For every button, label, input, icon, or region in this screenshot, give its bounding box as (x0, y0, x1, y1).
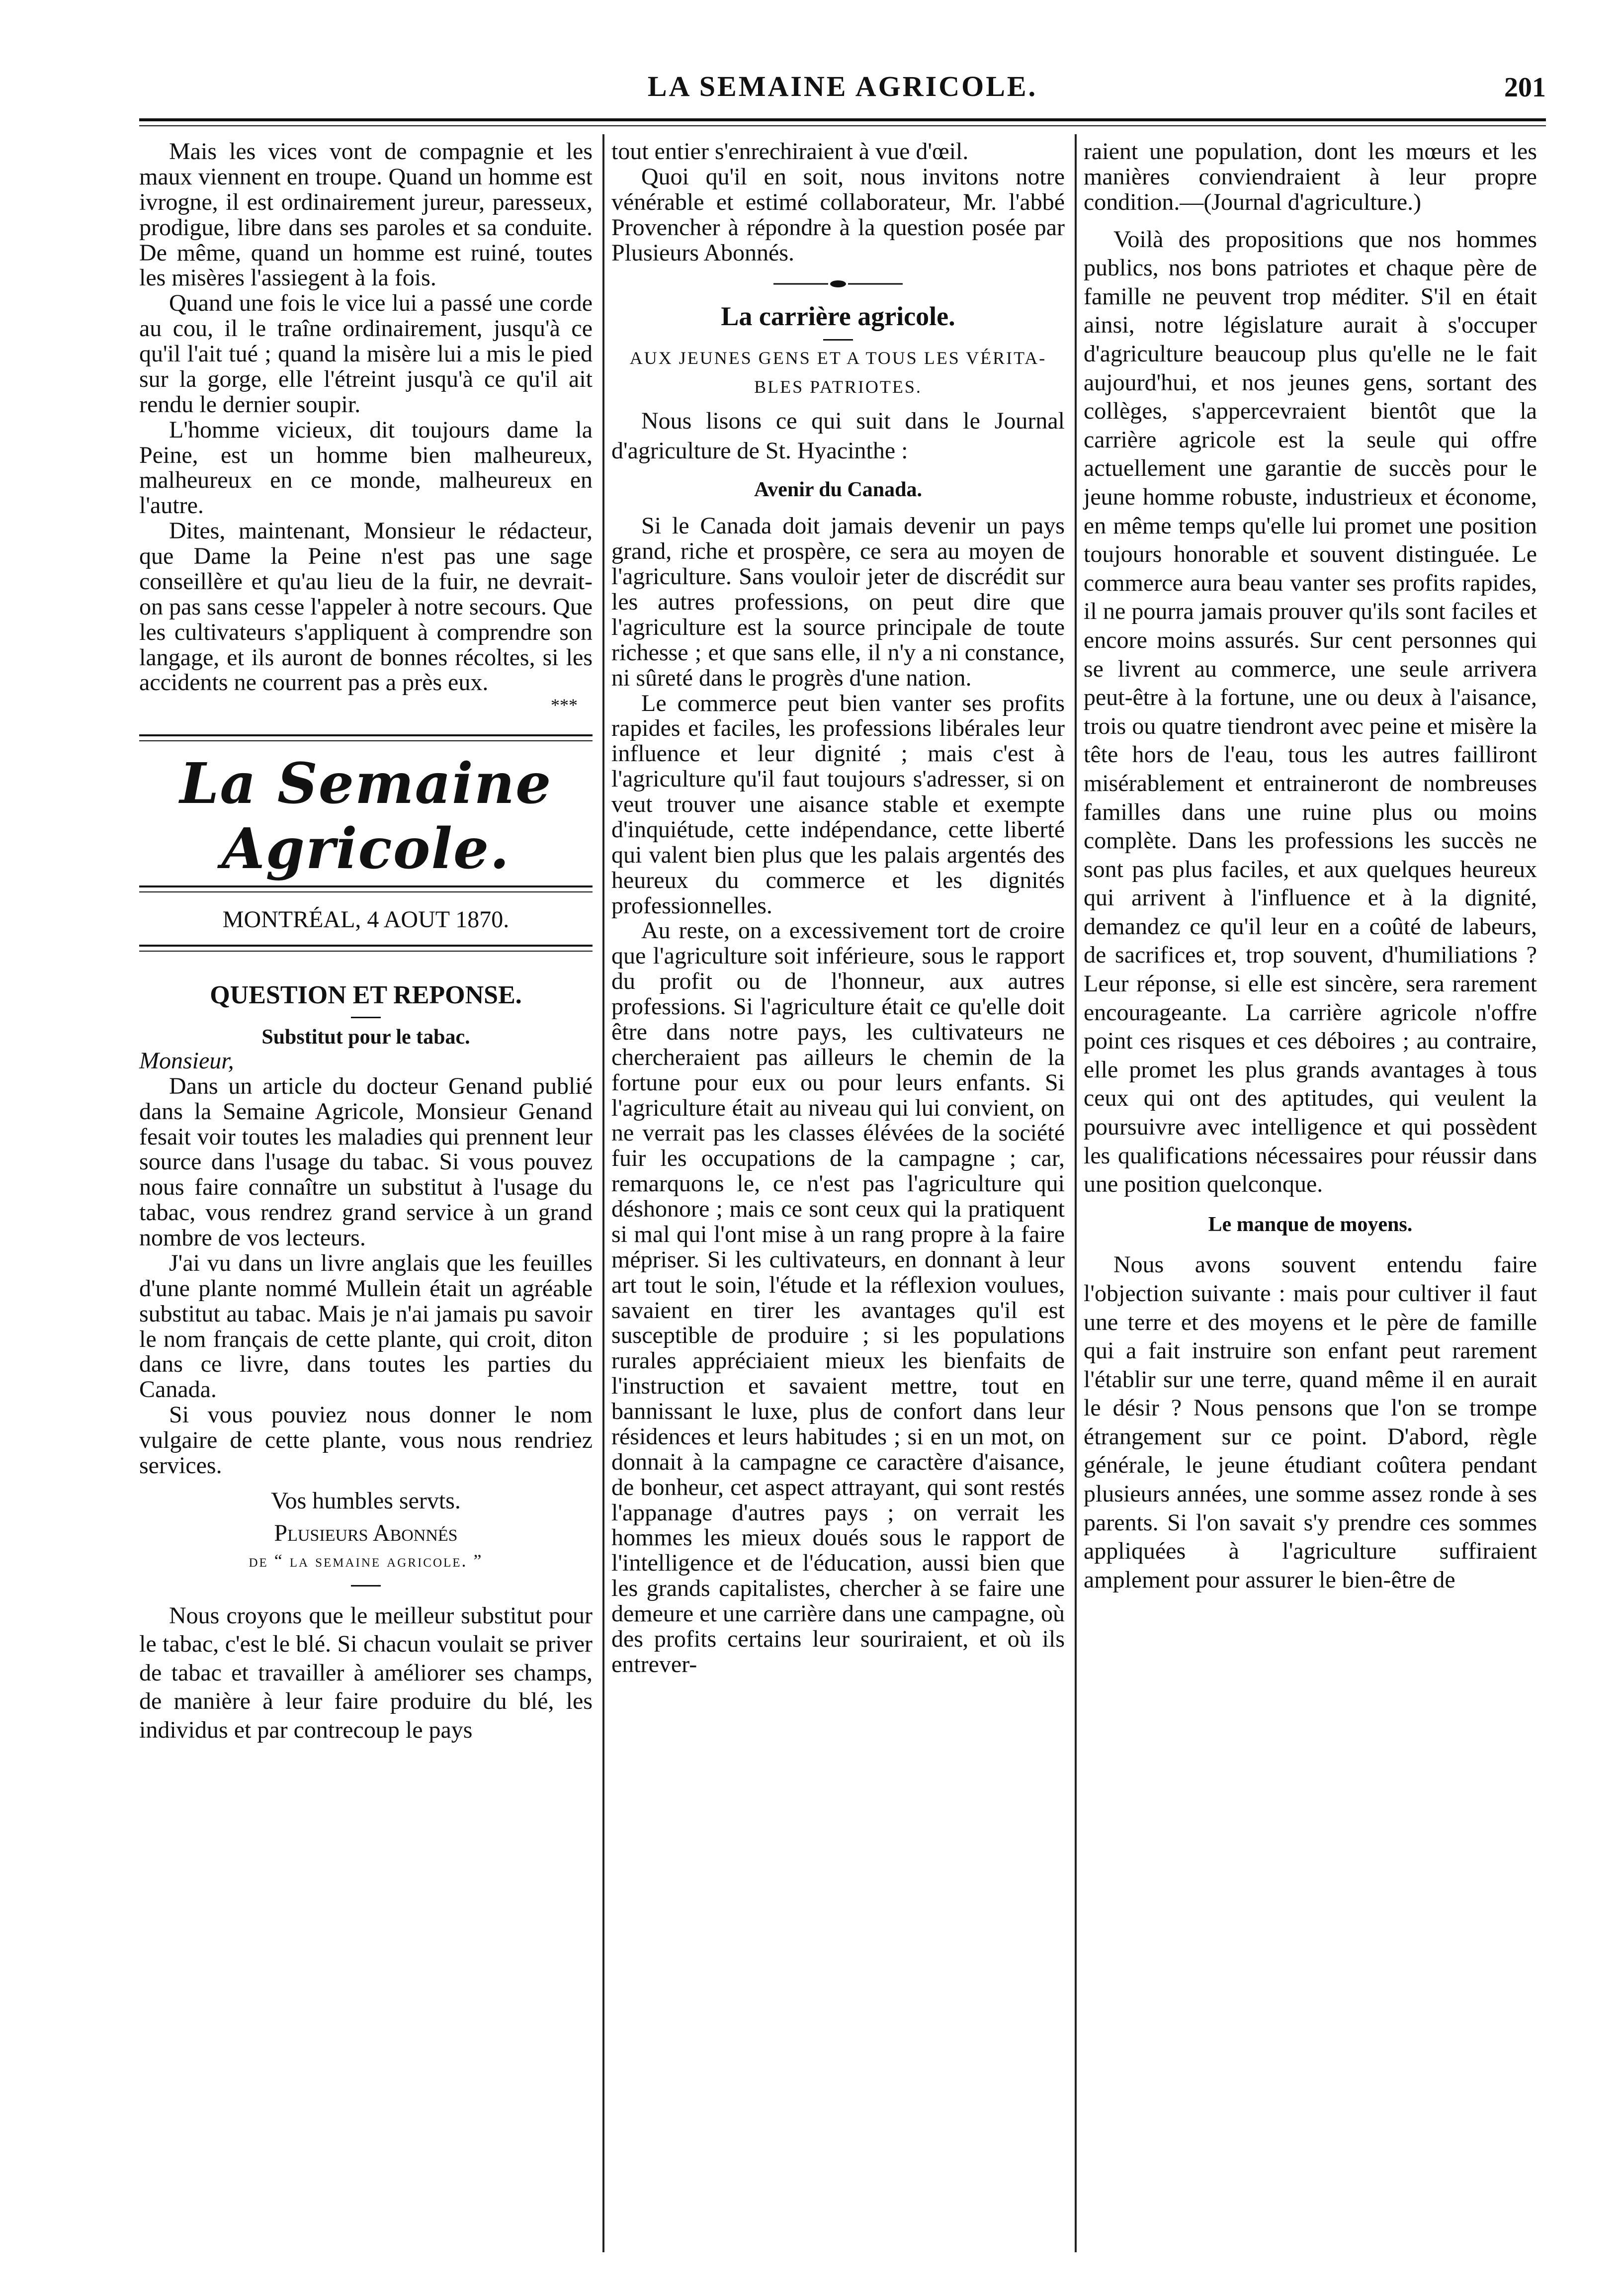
paragraph: J'ai vu dans un livre anglais que les feuilles d'une plante nommé Mullein était un agréable substitut au tabac. Mais je n'ai jamais pu savoir le nom français de cette plante, qui croit, diton dans ce livre, dans toutes les parties du Canada. (139, 1249, 593, 1403)
dateline: MONTRÉAL, 4 AOUT 1870. (222, 906, 510, 933)
header-rule-thick (139, 118, 1546, 121)
dedication-line-2: BLES PATRIOTES. (754, 376, 922, 397)
paragraph: tout entier s'enrechiraient à vue d'œil. (611, 138, 969, 165)
paragraph: L'homme vicieux, dit toujours dame la Peine, est un homme bien malheureux, malheureux en ce monde, malheureux en l'autre. (139, 416, 593, 519)
dedication-line-1: AUX JEUNES GENS ET A TOUS LES VÉRITA- (629, 348, 1047, 368)
signature-subline: de “ la semaine agricole. ” (249, 1550, 483, 1571)
column-divider-1 (602, 134, 604, 2252)
dateline-rule (139, 945, 593, 952)
column-2 (611, 139, 1065, 1678)
section-heading: La carrière agricole. (721, 301, 955, 332)
subheading: Substitut pour le tabac. (261, 1026, 470, 1049)
masthead-rule-bottom (139, 885, 593, 892)
column-divider-2 (1075, 134, 1077, 2252)
heading-dash (823, 339, 853, 341)
paragraph: Nous avons souvent entendu faire l'objection suivante : mais pour cultiver il faut une terre et des moyens et le père de famille qui a fait instruire son enfant peut rarement l'établir sur une terre, quand même il en aurait le désir ? Nous pensons que l'on se trompe étrangement sur ce point. D'abord, règle générale, le jeune étudiant coûtera pendant plusieurs années, une somme assez ronde à ses parents. Si l'on savait s'y prendre ces sommes appliquées à l'agriculture suffiraient amplement pour assurer le bien-être de (1084, 1251, 1537, 1593)
newspaper-title: LA SEMAINE AGRICOLE. (647, 70, 1038, 102)
page-number: 201 (1504, 72, 1546, 103)
signature: Plusieurs Abonnés (274, 1519, 458, 1546)
page-header (139, 60, 1546, 114)
paragraph: Nous lisons ce qui suit dans le Journal d'agriculture de St. Hyacinthe : (611, 407, 1065, 464)
paragraph: raient une population, dont les mœurs et les manières conviendraient à leur propre condition.—(Journal d'agriculture.) (1084, 138, 1537, 215)
paragraph: Au reste, on a excessivement tort de croire que l'agriculture soit inférieure, sous le rapport du profit ou de l'honneur, aux autres professions. Si l'agriculture était ce qu'elle doit être dans notre pays, les cultivateurs ne chercheraient pas ailleurs le chemin de la fortune pour eux ou pour leurs enfants. Si l'agriculture était au niveau qui lui convient, on ne verrait pas les classes élévées de la société fuir les occupations de la campagne ; car, remarquons le, ce n'est pas l'agriculture qui déshonore ; mais ce sont ceux qui la pratiquent si mal qui l'ont mise à un rang propre à la faire mépriser. Si les cultivateurs, en donnant à leur art tout le soin, l'étude et la réflexion voulues, savaient en tirer les avantages qu'il est susceptible de produire ; si les populations rurales appréciaient mieux les bienfaits de l'instruction et savaient mettre, tout en bannissant le luxe, plus de confort dans leur résidences et leurs habitudes ; si en un mot, on donnait à la campagne ce caractère d'aisance, de bonheur, cet aspect attrayant, qui sont restés l'appanage d'autres pays ; on verrait les hommes les mieux doués sous le rapport de l'intelligence et de l'éducation, aussi bien que les grands capitalistes, chercher à se faire une demeure et une carrière dans une campagne, où des profits certains leur souriraient, et où ils entrever- (611, 917, 1065, 1678)
heading-dash (351, 1017, 381, 1018)
paragraph: Dites, maintenant, Monsieur le rédacteur, que Dame la Peine n'est pas une sage conseillère et qu'au lieu de la fuir, ne devrait-on pas sans cesse l'appeler à notre secours. Que les cultivateurs s'appliquent à comprendre son langage, et ils auront de bonnes récoltes, si les accidents ne courrent pas a près eux. (139, 518, 593, 696)
ornament-icon (773, 278, 903, 290)
header-rule-thin (139, 125, 1546, 126)
paragraph: Quand une fois le vice lui a passé une corde au cou, il le traîne ordinairement, jusqu'à ce qu'il l'ait tué ; quand la misère lui a mis le pied sur la gorge, elle l'étreint jusqu'à ce qu'il ait rendu le dernier soupir. (139, 290, 593, 418)
column-1 (139, 139, 593, 1745)
paragraph: Quoi qu'il en soit, nous invitons notre vénérable et estimé collaborateur, Mr. l'abbé Provencher à répondre à la question posée par Plusieurs Abonnés. (611, 163, 1065, 266)
masthead-rule-top (139, 734, 593, 741)
paragraph: Si le Canada doit jamais devenir un pays grand, riche et prospère, ce sera au moyen de l'agriculture. Sans vouloir jeter de discrédit sur les autres professions, on peut dire que l'agriculture est la source principale de toute richesse ; et que sans elle, il n'y a ni constance, ni sûreté dans le progrès d'une nation. (611, 513, 1065, 691)
paragraph: Si vous pouviez nous donner le nom vulgaire de cette plante, vous nous rendriez services. (139, 1402, 593, 1479)
subheading: Le manque de moyens. (1208, 1213, 1413, 1236)
section-heading: QUESTION ET REPONSE. (210, 981, 522, 1010)
paragraph: Mais les vices vont de compagnie et les maux viennent en troupe. Quand un homme est ivrogne, il est ordinairement jureur, paresseux, prodigue, libre dans ses paroles et sa conduite. De même, quand un homme est ruiné, toutes les misères l'assiegent à la fois. (139, 138, 593, 291)
masthead: La Semaine Agricole. (179, 751, 552, 882)
subheading: Avenir du Canada. (754, 478, 923, 501)
paragraph: Le commerce peut bien vanter ses profits rapides et faciles, les professions libérales leur influence et leur dignité ; mais c'est à l'agriculture qu'il faut toujours s'adresser, si on veut trouver une aisance stable et exempte d'inquiétude, cette indépendance, cette liberté qui valent bien plus que les palais argentés des heureux du commerce et les dignités professionnelles. (611, 690, 1065, 919)
salutation: Monsieur, (139, 1047, 234, 1074)
paragraph: Voilà des propositions que nos hommes publics, nos bons patriotes et chaque père de famille ne peuvent trop méditer. S'il en était ainsi, notre législature aurait à s'occuper d'agriculture beaucoup plus qu'elle ne le fait aujourd'hui, et nos jeunes gens, sortant des collèges, s'appercevraient bientôt que la carrière agricole est la seule qui offre actuellement une garantie de succès pour le jeune homme robuste, industrieux et économe, en même temps qu'elle lui promet une position toujours honorable et souvent distinguée. Le commerce aura beau vanter ses profits rapides, il ne pourra jamais prouver qu'ils sont faciles et encore moins assurés. Sur cent personnes qui se livrent au commerce, une seule arrivera peut-être à la fortune, une ou deux à l'aisance, trois ou quatre tiendront avec peine et misère la tête hors de l'eau, tous les autres failliront misérablement et entraineront de nombreuses familles dans une ruine plus ou moins complète. Dans les professions les succès ne sont pas plus faciles, et aux quelques heureux qui arrivent à l'influence et à la dignité, demandez ce qu'il leur en a coûté de labeurs, de sacrifices et, trop souvent, d'humiliations ? Leur réponse, si elle est sincère, sera rarement encourageante. La carrière agricole n'offre point ces risques et ces déboires ; au contraire, elle promet les plus grands avantages à tous ceux qui ont des aptitudes, qui veulent la poursuivre avec intelligence et qui possèdent les qualifications nécessaires pour réussir dans une position quelconque. (1084, 226, 1537, 1198)
column-3 (1084, 139, 1537, 1594)
closing: Vos humbles servts. (271, 1487, 461, 1514)
section-end-stars: *** (551, 695, 578, 715)
paragraph: Dans un article du docteur Genand publié dans la Semaine Agricole, Monsieur Genand fesait voir toutes les maladies qui prennent leur source dans l'usage du tabac. Si vous pouvez nous faire connaître un substitut à l'usage du tabac, vous rendrez grand service à un grand nombre de vos lecteurs. (139, 1072, 593, 1251)
ornament-divider (611, 276, 1065, 291)
reply-dash (351, 1585, 381, 1587)
paragraph: Nous croyons que le meilleur substitut pour le tabac, c'est le blé. Si chacun voulait se priver de tabac et travailler à améliorer ses champs, de manière à leur faire produire du blé, les individus et par contrecoup le pays (139, 1602, 593, 1744)
